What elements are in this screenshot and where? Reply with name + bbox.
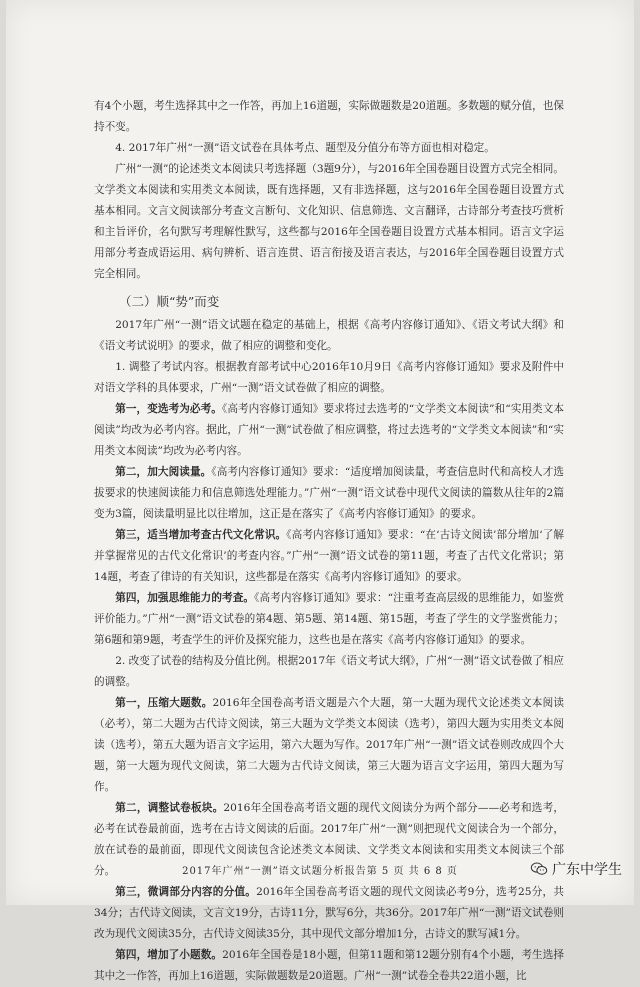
point-text: 2016年全国卷高考语文题的现代文阅读分为两个部分——必考和选考，必考在试卷最前面，选考在古诗文阅读的后面。2017年广州“一测”则把现代文阅读合为一个部分，放在试卷的最前面，即现代文阅读包含论述类文本阅读、文学类文本阅读和实用类文本阅读三个部分。: [94, 802, 564, 877]
paragraph: 广州“一测”的论述类文本阅读只考选择题（3题9分），与2016年全国卷题目设置方式完全相同。文学类文本阅读和实用类文本阅读，既有选择题，又有非选择题，这与2016年全国卷题目设置方式基本相同。文言文阅读部分考查文言断句、文化知识、信息筛选、文言翻译，古诗部分考查技巧赏析和主旨评价，名句默写考理解性默写，这些都与2016年全国卷题目设置方式基本相同。语言文字运用部分考查成语运用、病句辨析、语言连贯、语言衔接及语言表达，与2016年全国卷题目设置方式完全相同。: [94, 163, 564, 280]
point-text: 《高考内容修订通知》要求将过去选考的“文学类文本阅读”和“实用类文本阅读”均改为必考内容。据此，广州“一测”试卷做了相应调整，将过去选考的“文学类文本阅读”和“实用类文本阅读”均改为必考内容。: [94, 403, 565, 457]
paragraph: 1. 调整了考试内容。根据教育部考试中心2016年10月9日《高考内容修订通知》要求及附件中对语文学科的具体要求，广州“一测”语文试卷做了相应的调整。: [94, 361, 564, 394]
watermark: [530, 859, 622, 879]
paragraph: 有4个小题，考生选择其中之一作答，再加上16道题，实际做题数是20道题。多数题的赋分值，也保持不变。: [94, 100, 564, 133]
paragraph: [94, 945, 564, 987]
point-text: 《高考内容修订通知》要求：“注重考查高层级的思维能力，如鉴赏评价能力。”广州“一测”语文试卷的第4题、第5题、第14题、第15题，考查了学生的文学鉴赏能力；第6题和第9题，考查学生的评价及探究能力，这些也是在落实《高考内容修订通知》的要求。: [94, 592, 564, 646]
point-lead: 第二，加大阅读量。: [115, 466, 212, 478]
paragraph: [94, 588, 564, 651]
paragraph: [94, 462, 564, 525]
point-text: 2016年全国卷是18小题，但第11题和第12题分别有4个小题，考生选择其中之一作答，再加上16道题，实际做题数是20道题。广州“一测”试卷全卷共22道小题，比: [94, 949, 565, 982]
paragraph-heading: 4. 2017年广州“一测”语文试卷在具体考点、题型及分值分布等方面也相对稳定。: [115, 142, 495, 154]
point-lead: 第四，加强思维能力的考查。: [115, 592, 255, 604]
point-lead: 第四，增加了小题数。: [115, 949, 223, 961]
point-lead: 第一，变选考为必考。: [115, 403, 222, 415]
paragraph: [94, 693, 564, 798]
paragraph: [94, 525, 564, 588]
point-text: 《高考内容修订通知》要求：“适度增加阅读量，考查信息时代和高校人才选拔要求的快速阅读能力和信息筛选处理能力。”广州“一测”语文试卷中现代文阅读的篇数从往年的2篇变为3篇，阅读量明显比以往增加，这正是在落实了《高考内容修订通知》的要求。: [94, 466, 564, 520]
page-footer: 2017年广州“一测”语文试题分析报告第 5 页 共 6 8 页: [182, 866, 458, 877]
paragraph: 2. 改变了试卷的结构及分值比例。根据2017年《语文考试大纲》，广州“一测”语文试卷做了相应的调整。: [94, 655, 564, 688]
point-lead: 第二，调整试卷板块。: [115, 802, 224, 814]
point-text: 2016年全国卷高考语文题的现代文阅读必考9分，选考25分，共34分；古代诗文阅读，文言文19分，古诗11分，默写6分，共36分。2017年广州“一测”语文试卷则改为现代文阅读35分，古代诗文阅读35分，其中现代文部分增加1分，古诗文的默写减1分。: [94, 886, 564, 940]
point-text: 《高考内容修订通知》要求：“在‘古诗文阅读’部分增加‘了解并掌握常见的古代文化常识’的考查内容。”广州“一测”语文试卷的第11题，考查了古代文化常识；第14题，考查了律诗的有关知识，这些都是在落实《高考内容修订通知》的要求。: [94, 529, 564, 583]
point-text: 2016年全国卷高考语文题是六个大题，第一大题为现代文论述类文本阅读（必考），第二大题为古代诗文阅读，第三大题为文学类文本阅读（选考），第四大题为实用类文本阅读（选考），第五大题为语言文字运用，第六大题为写作。2017年广州“一测”语文试卷则改成四个大题，第一大题为现代文阅读，第二大题为古代诗文阅读，第三大题为语言文字运用，第四大题为写作。: [94, 697, 564, 793]
watermark-text: 广东中学生: [552, 862, 622, 878]
point-lead: 第一，压缩大题数。: [115, 697, 213, 709]
report-body: [94, 96, 564, 987]
paragraph: 2017年广州“一测”语文试题在稳定的基础上，根据《高考内容修订通知》、《语文考试大纲》和《语文考试说明》的要求，做了相应的调整和变化。: [94, 319, 564, 352]
paragraph: [94, 399, 564, 462]
paragraph: [94, 882, 564, 945]
section-heading: （二）顺“势”而变: [119, 294, 220, 309]
wechat-icon: [530, 862, 548, 876]
point-lead: 第三，适当增加考查古代文化常识。: [115, 529, 287, 541]
document-page: [6, 0, 634, 982]
point-lead: 第三，微调部分内容的分值。: [115, 886, 257, 898]
